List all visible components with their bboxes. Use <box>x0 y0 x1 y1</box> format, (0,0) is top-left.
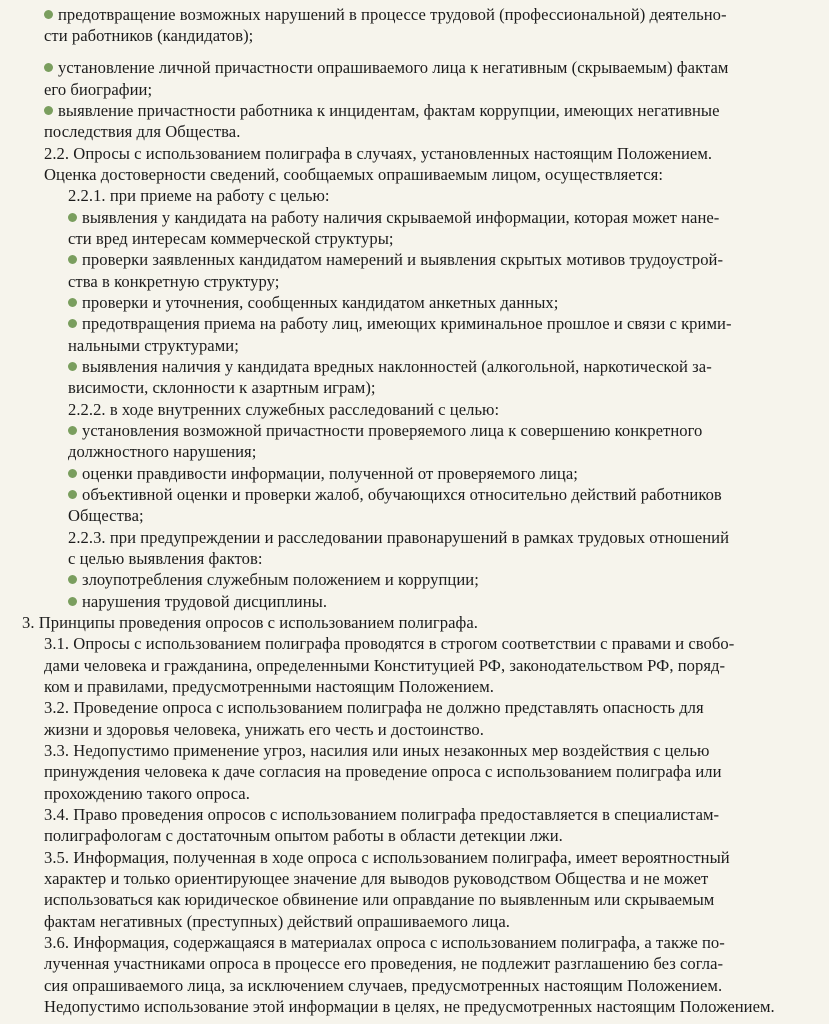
text-line: нальными структурами; <box>68 336 239 355</box>
bullet-icon <box>44 10 53 19</box>
bullet-icon <box>44 63 53 72</box>
text-line: фактам негативных (преступных) действий опрашиваемого лица. <box>44 912 510 931</box>
text-line: Общества; <box>68 506 144 525</box>
text-line: сти работников (кандидатов); <box>44 26 254 45</box>
text-line: сия опрашиваемого лица, за исключением случаев, предусмотренных настоящим Положением. <box>44 976 723 995</box>
text-line: 3.5. Информация, полученная в ходе опроса с использованием полиграфа, имеет вероятностный <box>44 848 730 867</box>
text-line: установления возможной причастности проверяемого лица к совершению конкретного <box>68 420 815 441</box>
bullet-icon <box>68 597 77 606</box>
text-line: использоваться как юридическое обвинение или оправдание по выявленным или скрываемым <box>44 890 715 909</box>
text-line: с целью выявления фактов: <box>68 549 263 568</box>
bullet-icon <box>44 106 53 115</box>
text-line: 2.2.1. при приеме на работу с целью: <box>68 186 330 205</box>
text-line: 3.2. Проведение опроса с использованием полиграфа не должно представлять опасность для <box>44 698 704 717</box>
text-line: выявление причастности работника к инцидентам, фактам коррупции, имеющих негативные <box>44 100 815 121</box>
bullet-icon <box>68 298 77 307</box>
text-line: характер и только ориентирующее значение для выводов руководством Общества и не может <box>44 869 709 888</box>
text-line: должностного нарушения; <box>68 442 257 461</box>
bullet-icon <box>68 213 77 222</box>
section-heading: 3. Принципы проведения опросов с использованием полиграфа. <box>22 613 478 632</box>
text-line: установление личной причастности опрашиваемого лица к негативным (скрываемым) фактам <box>44 57 815 78</box>
text-line: предотвращение возможных нарушений в процессе трудовой (профессиональной) деятельно- <box>44 4 815 25</box>
text-line: проверки и уточнения, сообщенных кандидатом анкетных данных; <box>68 292 558 313</box>
text-line: выявления у кандидата на работу наличия скрываемой информации, которая может нане- <box>68 207 815 228</box>
bullet-icon <box>68 362 77 371</box>
text-line: дами человека и гражданина, определенными Конституцией РФ, законодательством РФ, поряд- <box>44 656 726 675</box>
text-line: принуждения человека к даче согласия на проведение опроса с использованием полиграфа или <box>44 762 722 781</box>
text-line: выявления наличия у кандидата вредных наклонностей (алкогольной, наркотической за- <box>68 356 815 377</box>
text-line: Оценка достоверности сведений, сообщаемых опрашиваемым лицом, осуществляется: <box>44 165 664 184</box>
bullet-icon <box>68 255 77 264</box>
text-line: предотвращения приема на работу лиц, имеющих криминальное прошлое и связи с крими- <box>68 313 815 334</box>
text-line: 2.2.2. в ходе внутренних служебных расследований с целью: <box>68 400 500 419</box>
bullet-icon <box>68 575 77 584</box>
text-line: 3.4. Право проведения опросов с использованием полиграфа предоставляется в специалистам- <box>44 805 720 824</box>
text-line: 3.3. Недопустимо применение угроз, насилия или иных незаконных мер воздействия с целью <box>44 741 710 760</box>
bullet-icon <box>68 426 77 435</box>
text-line: Недопустимо использование этой информации в целях, не предусмотренных настоящим Положением. <box>44 997 775 1016</box>
text-line: лученная участниками опроса в процессе его проведения, не подлежит разглашению без согла- <box>44 954 724 973</box>
text-line: прохождению такого опроса. <box>44 784 250 803</box>
bullet-icon <box>68 469 77 478</box>
text-line: его биографии; <box>44 80 153 99</box>
text-line: объективной оценки и проверки жалоб, обучающихся относительно действий работников <box>68 484 815 505</box>
text-line: ства в конкретную структуру; <box>68 272 280 291</box>
bullet-icon <box>68 490 77 499</box>
text-line: последствия для Общества. <box>44 122 241 141</box>
text-line: висимости, склонности к азартным играм); <box>68 378 376 397</box>
text-line: жизни и здоровья человека, унижать его честь и достоинство. <box>44 720 484 739</box>
text-line: 3.6. Информация, содержащаяся в материалах опроса с использованием полиграфа, а также по- <box>44 933 725 952</box>
text-line: проверки заявленных кандидатом намерений и выявления скрытых мотивов трудоустрой- <box>68 249 815 270</box>
text-line: 3.1. Опросы с использованием полиграфа проводятся в строгом соответствии с правами и свобо- <box>44 634 735 653</box>
text-line: оценки правдивости информации, полученной от проверяемого лица; <box>68 463 578 484</box>
bullet-icon <box>68 319 77 328</box>
text-line: 2.2. Опросы с использованием полиграфа в случаях, установленных настоящим Положением. <box>44 144 713 163</box>
text-line: ком и правилами, предусмотренными настоящим Положением. <box>44 677 494 696</box>
text-line: сти вред интересам коммерческой структуры; <box>68 229 394 248</box>
text-line: полиграфологам с достаточным опытом работы в области детекции лжи. <box>44 826 563 845</box>
text-line: злоупотребления служебным положением и коррупции; <box>68 569 479 590</box>
text-line: 2.2.3. при предупреждении и расследовании правонарушений в рамках трудовых отношений <box>68 528 730 547</box>
text-line: нарушения трудовой дисциплины. <box>68 591 327 612</box>
